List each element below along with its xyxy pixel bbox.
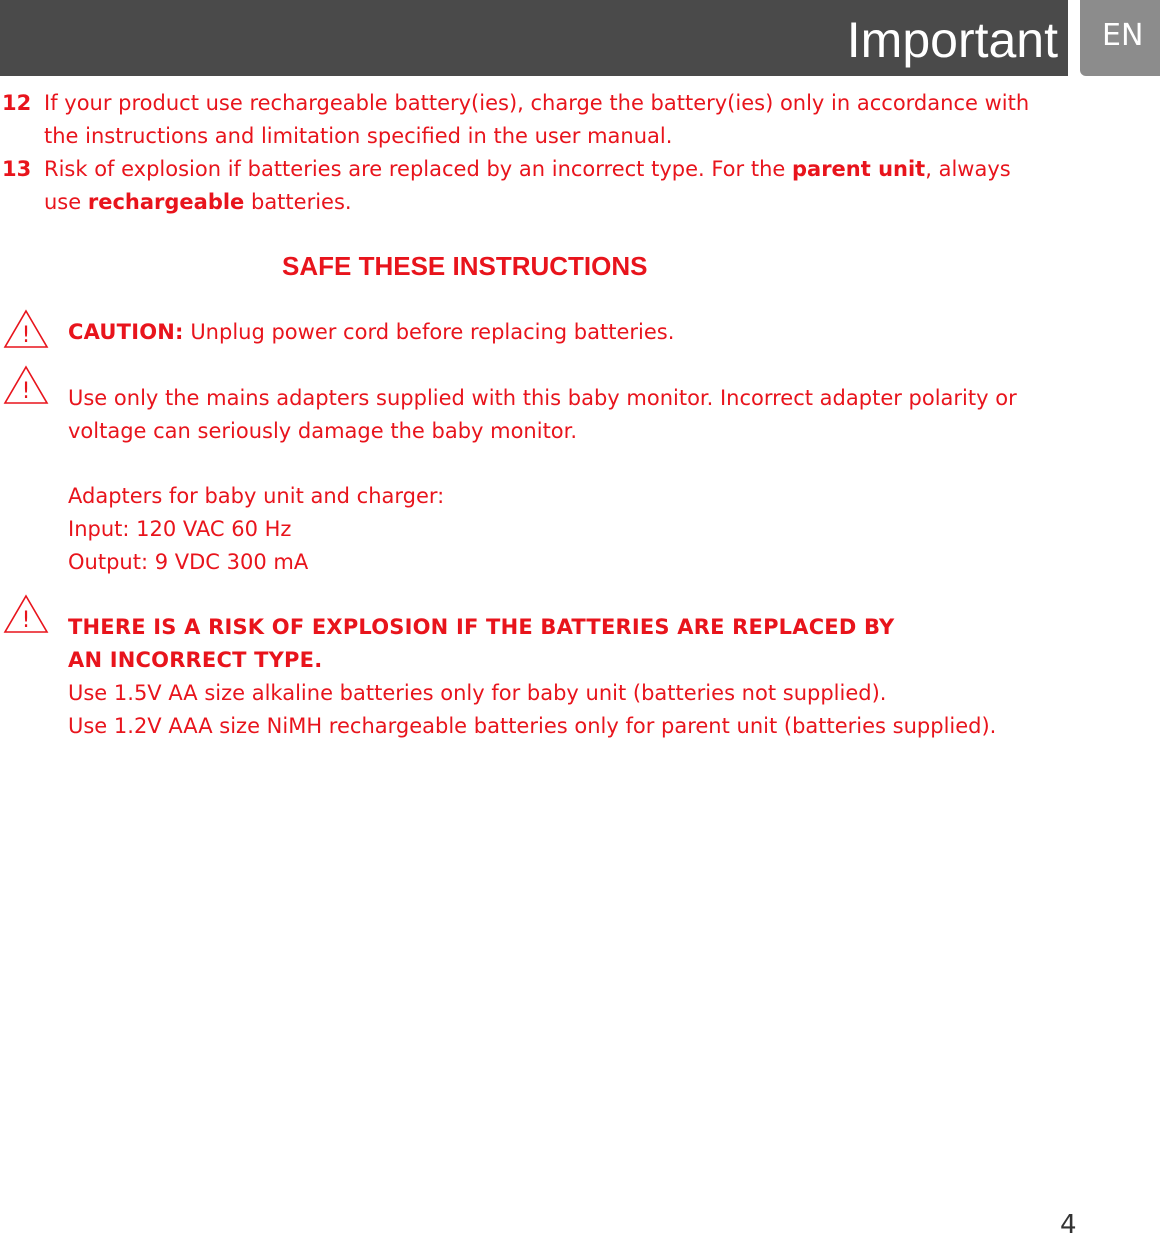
adapter-input: Input: 120 VAC 60 Hz: [68, 517, 292, 541]
item-13-line-1: [44, 153, 1011, 186]
svg-text:!: !: [21, 608, 31, 633]
warning-triangle-icon: [2, 593, 50, 635]
item-12-line-1: If your product use rechargeable battery(ies), charge the battery(ies) only in accordance with: [44, 91, 1030, 115]
language-tab: [1080, 0, 1160, 76]
item-12-number: 12: [2, 91, 32, 115]
item-12-line-2: the instructions and limitation specified in the user manual.: [44, 124, 673, 148]
caution-text: Unplug power cord before replacing batteries.: [183, 320, 675, 344]
header-bar: [0, 0, 1068, 76]
svg-text:!: !: [21, 379, 31, 404]
item-13-text: Risk of explosion if batteries are replaced by an incorrect type. For the: [44, 157, 792, 181]
item-13-parent-unit: parent unit: [791, 157, 926, 181]
item-13-batteries: batteries.: [244, 190, 352, 214]
svg-text:!: !: [21, 323, 31, 348]
item-13-number: 13: [2, 157, 32, 181]
page-number: 4: [1060, 1210, 1077, 1240]
warning-triangle-icon: [2, 364, 50, 406]
explosion-warning-line-3: Use 1.5V AA size alkaline batteries only for baby unit (batteries not supplied).: [68, 681, 887, 705]
adapter-warning-line-2: voltage can seriously damage the baby monitor.: [68, 419, 578, 443]
language-label: EN: [1102, 18, 1144, 53]
caution-line: [68, 316, 674, 349]
explosion-warning-line-4: Use 1.2V AAA size NiMH rechargeable batteries only for parent unit (batteries supplied).: [68, 714, 997, 738]
page-title: Important: [846, 12, 1058, 68]
adapter-warning-line-1: Use only the mains adapters supplied with this baby monitor. Incorrect adapter polarity or: [68, 386, 1017, 410]
adapter-output: Output: 9 VDC 300 mA: [68, 550, 309, 574]
caution-label: CAUTION:: [68, 320, 184, 344]
item-13-rechargeable: rechargeable: [87, 190, 245, 214]
safe-instructions-heading: SAFE THESE INSTRUCTIONS: [282, 251, 648, 281]
warning-triangle-icon: [2, 308, 50, 350]
explosion-warning-line-2: AN INCORRECT TYPE.: [68, 648, 323, 672]
adapter-spec-title: Adapters for baby unit and charger:: [68, 484, 445, 508]
item-13-text-end: , always: [925, 157, 1011, 181]
item-13-line-2: [44, 186, 352, 219]
item-13-use: use: [44, 190, 88, 214]
explosion-warning-line-1: THERE IS A RISK OF EXPLOSION IF THE BATTERIES ARE REPLACED BY: [68, 615, 895, 639]
